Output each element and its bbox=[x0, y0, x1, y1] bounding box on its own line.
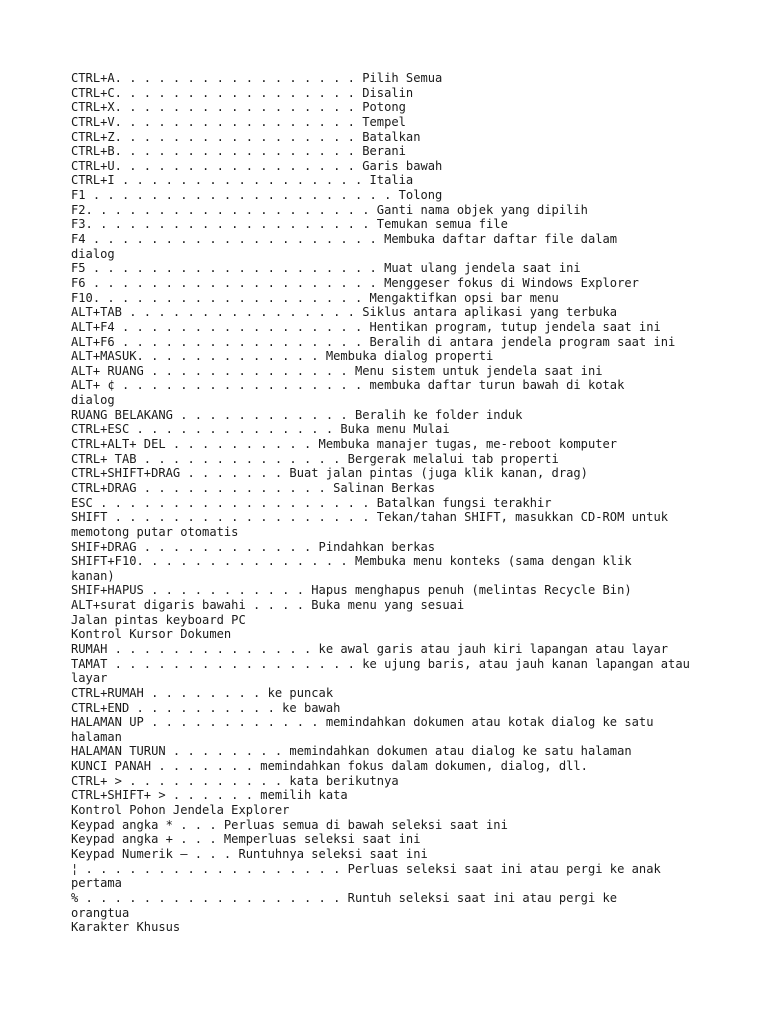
text-line: Keypad Numerik – . . . Runtuhnya seleksi saat ini bbox=[71, 846, 428, 861]
text-line: CTRL+ALT+ DEL . . . . . . . . . . Membuka manajer tugas, me-reboot komputer bbox=[71, 437, 618, 452]
text-line: CTRL+V. . . . . . . . . . . . . . . . . Tempel bbox=[71, 114, 406, 129]
text-line: pertama bbox=[71, 876, 122, 891]
text-line: CTRL+A. . . . . . . . . . . . . . . . . Pilih Semua bbox=[71, 71, 443, 85]
text-line: ¦ . . . . . . . . . . . . . . . . . . Perluas seleksi saat ini atau pergi ke anak bbox=[71, 861, 661, 876]
text-line: ALT+MASUK. . . . . . . . . . . . . Membuka dialog properti bbox=[71, 349, 494, 364]
text-line: CTRL+I . . . . . . . . . . . . . . . . . Italia bbox=[71, 173, 414, 188]
text-line: CTRL+B. . . . . . . . . . . . . . . . . Berani bbox=[71, 144, 406, 159]
text-line: kanan) bbox=[71, 568, 115, 583]
text-line: SHIF+DRAG . . . . . . . . . . . . Pindahkan berkas bbox=[71, 539, 436, 554]
text-line: CTRL+ESC . . . . . . . . . . . . . . Buka menu Mulai bbox=[71, 422, 450, 437]
text-line: F2. . . . . . . . . . . . . . . . . . . . Ganti nama objek yang dipilih bbox=[71, 202, 588, 217]
text-line: SHIFT+F10. . . . . . . . . . . . . . . Membuka menu konteks (sama dengan klik bbox=[71, 554, 632, 569]
text-line: SHIF+HAPUS . . . . . . . . . . . Hapus menghapus penuh (melintas Recycle Bin) bbox=[71, 583, 632, 598]
text-line: F4 . . . . . . . . . . . . . . . . . . . . Membuka daftar daftar file dalam bbox=[71, 232, 618, 247]
text-line: F3. . . . . . . . . . . . . . . . . . . . Temukan semua file bbox=[71, 217, 508, 232]
text-line: dialog bbox=[71, 246, 115, 261]
text-line: F5 . . . . . . . . . . . . . . . . . . . . Muat ulang jendela saat ini bbox=[71, 261, 581, 276]
document-body bbox=[71, 71, 761, 935]
text-line: RUANG BELAKANG . . . . . . . . . . . . Beralih ke folder induk bbox=[71, 407, 523, 422]
text-line: Kontrol Kursor Dokumen bbox=[71, 627, 232, 642]
text-line: HALAMAN TURUN . . . . . . . . memindahkan dokumen atau dialog ke satu halaman bbox=[71, 744, 632, 759]
text-line: CTRL+DRAG . . . . . . . . . . . . . Salinan Berkas bbox=[71, 480, 436, 495]
text-line: CTRL+END . . . . . . . . . . ke bawah bbox=[71, 700, 341, 715]
text-line: dialog bbox=[71, 393, 115, 408]
text-line: TAMAT . . . . . . . . . . . . . . . . . ke ujung baris, atau jauh kanan lapangan atau bbox=[71, 656, 690, 671]
text-line: KUNCI PANAH . . . . . . . memindahkan fokus dalam dokumen, dialog, dll. bbox=[71, 759, 588, 774]
text-line: F10. . . . . . . . . . . . . . . . . . . Mengaktifkan opsi bar menu bbox=[71, 290, 559, 305]
text-line: SHIFT . . . . . . . . . . . . . . . . . . Tekan/tahan SHIFT, masukkan CD-ROM untuk bbox=[71, 510, 669, 525]
text-line: Keypad angka * . . . Perluas semua di bawah seleksi saat ini bbox=[71, 817, 508, 832]
text-line: CTRL+U. . . . . . . . . . . . . . . . . Garis bawah bbox=[71, 158, 443, 173]
text-line: ALT+F4 . . . . . . . . . . . . . . . . . Hentikan program, tutup jendela saat ini bbox=[71, 319, 661, 334]
text-line: CTRL+RUMAH . . . . . . . . ke puncak bbox=[71, 685, 334, 700]
text-line: halaman bbox=[71, 729, 122, 744]
text-line: CTRL+ > . . . . . . . . . . . kata berikutnya bbox=[71, 773, 399, 788]
text-line: orangtua bbox=[71, 905, 130, 920]
text-line: ALT+ RUANG . . . . . . . . . . . . . . Menu sistem untuk jendela saat ini bbox=[71, 363, 603, 378]
text-line: ALT+TAB . . . . . . . . . . . . . . . . Siklus antara aplikasi yang terbuka bbox=[71, 305, 618, 320]
text-line: Kontrol Pohon Jendela Explorer bbox=[71, 803, 290, 818]
text-line: F6 . . . . . . . . . . . . . . . . . . . . Menggeser fokus di Windows Explorer bbox=[71, 275, 639, 290]
text-line: Karakter Khusus bbox=[71, 920, 181, 935]
text-line: ALT+surat digaris bawahi . . . . Buka menu yang sesuai bbox=[71, 598, 465, 613]
text-line: HALAMAN UP . . . . . . . . . . . . memindahkan dokumen atau kotak dialog ke satu bbox=[71, 715, 654, 730]
text-line: Jalan pintas keyboard PC bbox=[71, 612, 246, 627]
text-line: CTRL+C. . . . . . . . . . . . . . . . . Disalin bbox=[71, 85, 414, 100]
text-line: CTRL+SHIFT+DRAG . . . . . . . Buat jalan pintas (juga klik kanan, drag) bbox=[71, 466, 588, 481]
text-line: CTRL+SHIFT+ > . . . . . . memilih kata bbox=[71, 788, 348, 803]
text-line: ALT+F6 . . . . . . . . . . . . . . . . . Beralih di antara jendela program saat ini bbox=[71, 334, 676, 349]
text-line: Keypad angka + . . . Memperluas seleksi saat ini bbox=[71, 832, 421, 847]
text-line: CTRL+X. . . . . . . . . . . . . . . . . Potong bbox=[71, 100, 406, 115]
text-line: F1 . . . . . . . . . . . . . . . . . . . . . Tolong bbox=[71, 188, 443, 203]
text-line: CTRL+Z. . . . . . . . . . . . . . . . . Batalkan bbox=[71, 129, 421, 144]
text-line: ALT+ ¢ . . . . . . . . . . . . . . . . . membuka daftar turun bawah di kotak bbox=[71, 378, 625, 393]
text-line: ESC . . . . . . . . . . . . . . . . . . . Batalkan fungsi terakhir bbox=[71, 495, 552, 510]
text-line: layar bbox=[71, 671, 108, 686]
text-line: % . . . . . . . . . . . . . . . . . . Runtuh seleksi saat ini atau pergi ke bbox=[71, 890, 618, 905]
text-line: CTRL+ TAB . . . . . . . . . . . . . . Bergerak melalui tab properti bbox=[71, 451, 559, 466]
text-line: memotong putar otomatis bbox=[71, 524, 239, 539]
text-line: RUMAH . . . . . . . . . . . . . . ke awal garis atau jauh kiri lapangan atau layar bbox=[71, 641, 669, 656]
